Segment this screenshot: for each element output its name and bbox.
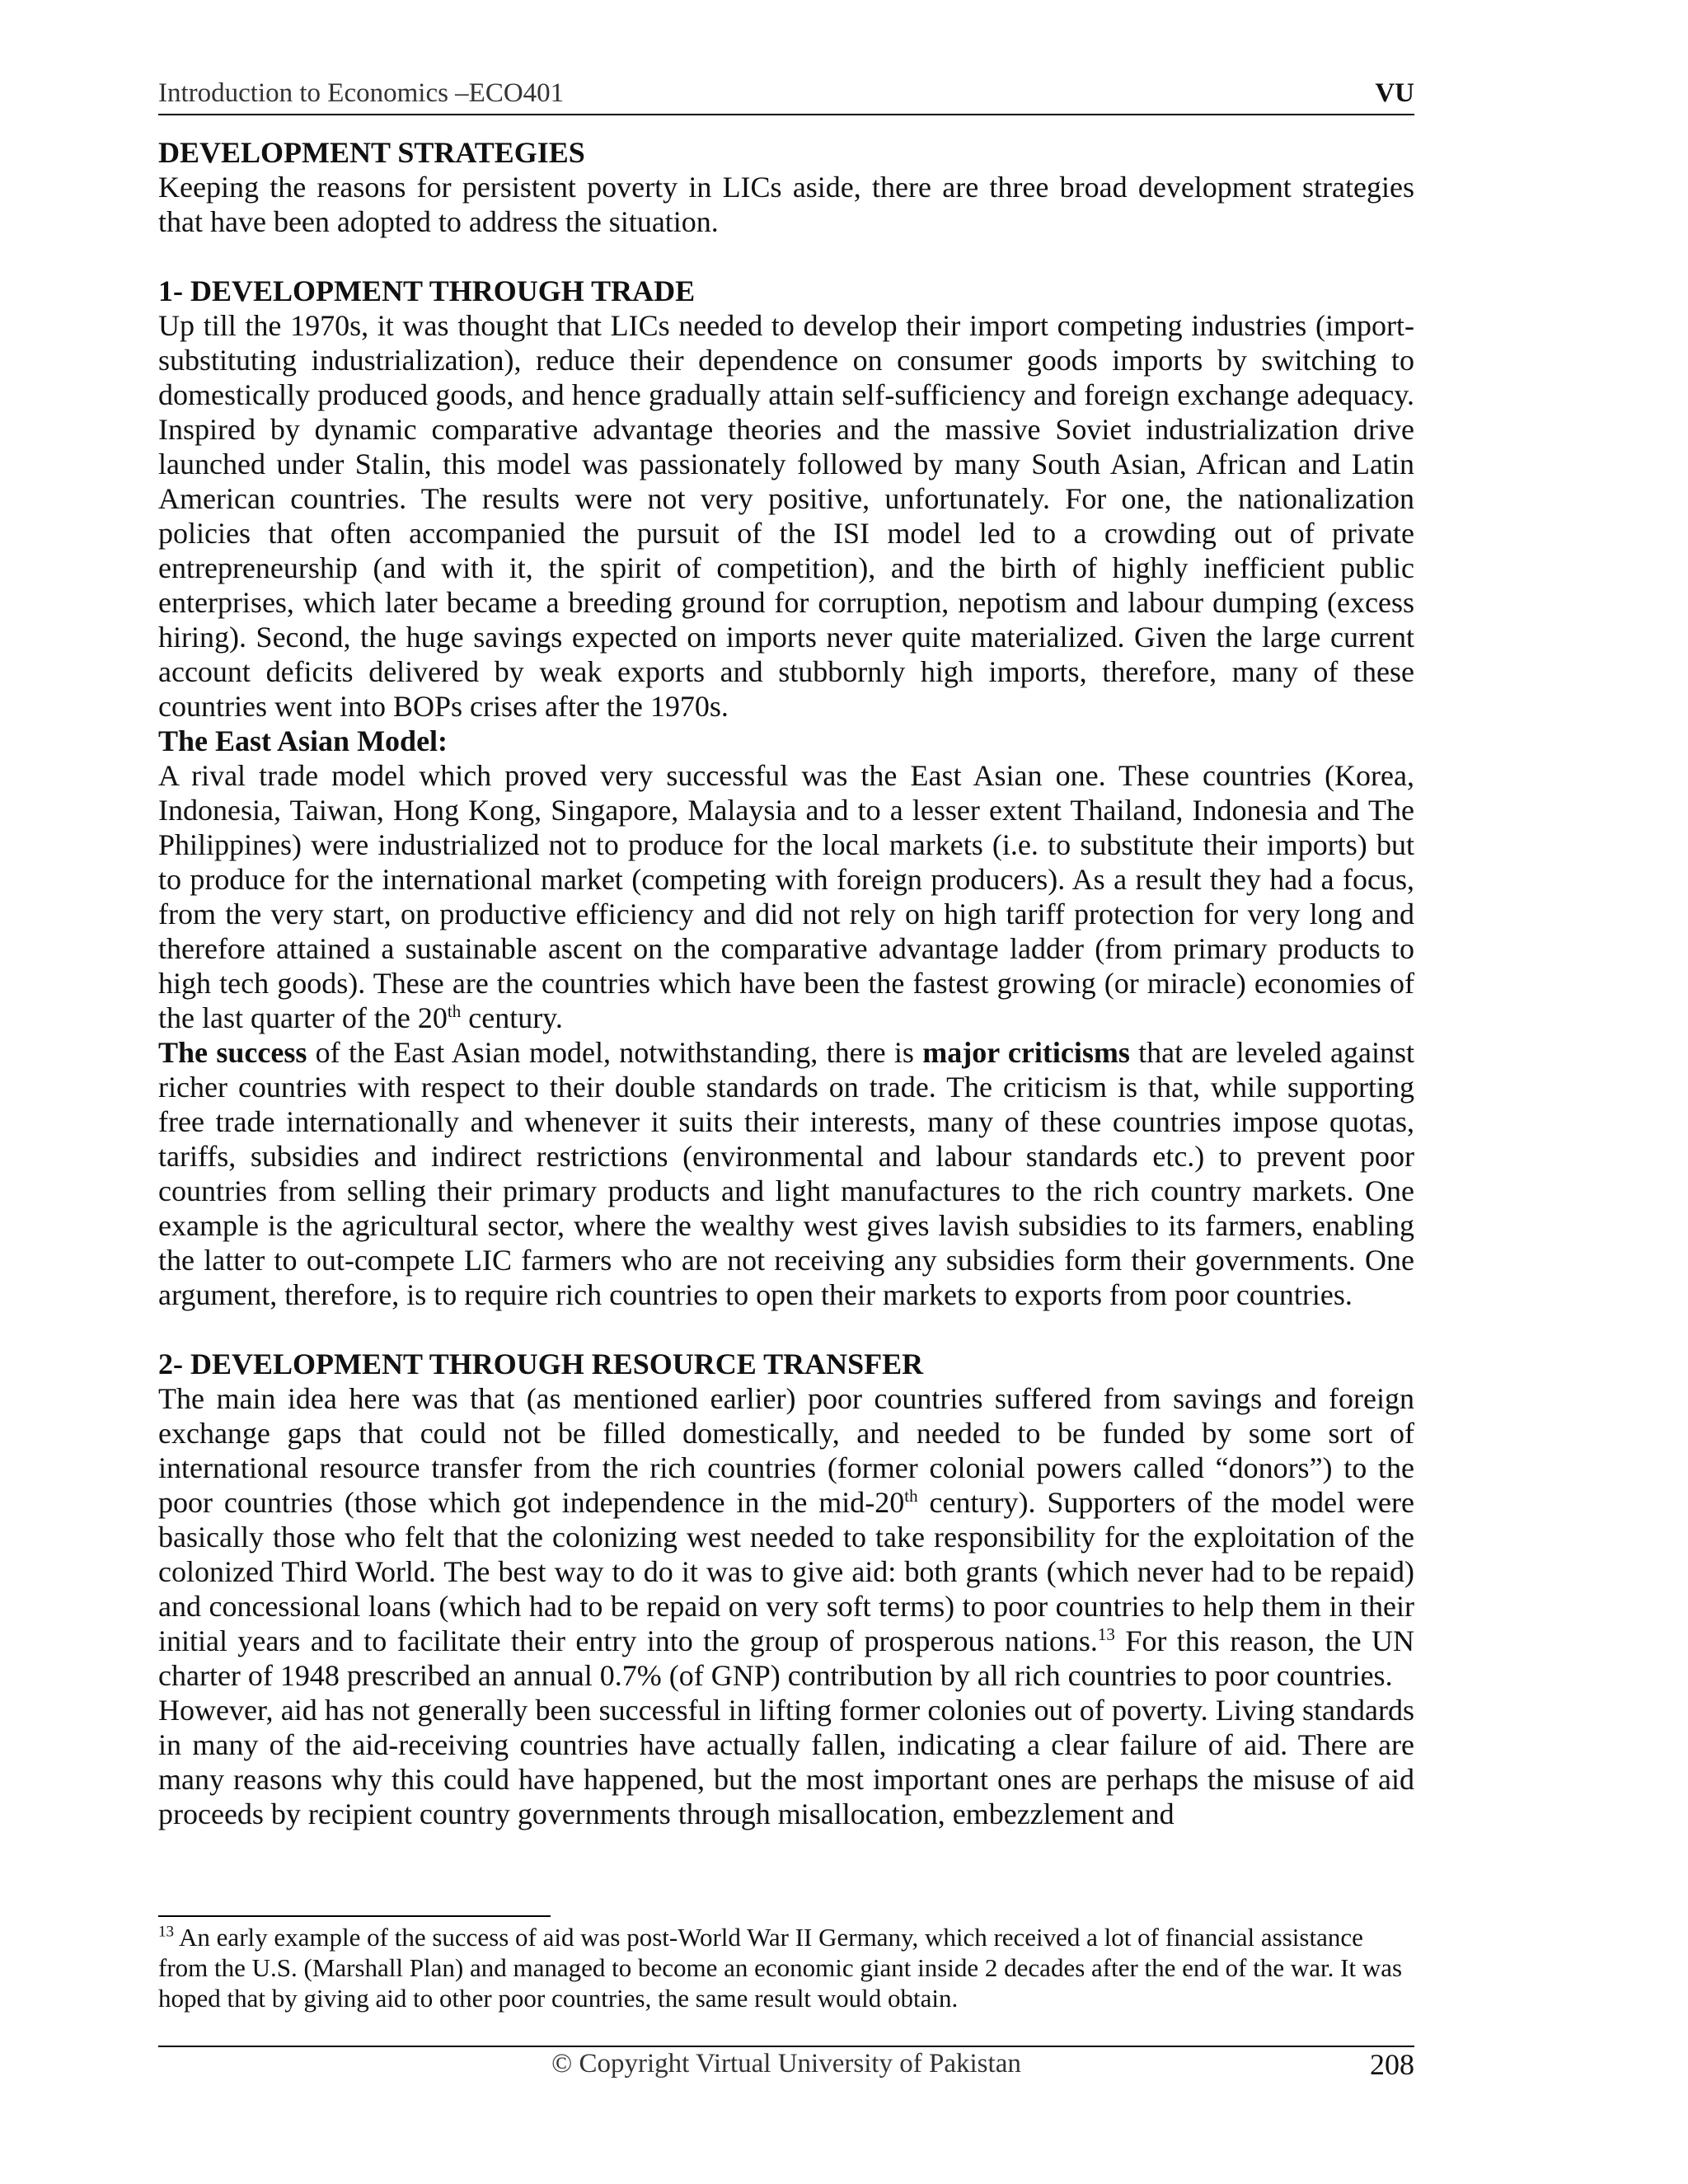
criticism-paragraph: [158, 1035, 1414, 1312]
aid-failure-paragraph: However, aid has not generally been successful in lifting former colonies out of poverty. Living standards in many of the aid-receiving countries have actually fallen, indicating a clear failure of aid. There are many reasons why this could have happened, but the most important ones are perhaps the misuse of aid proceeds by recipient country governments through misallocation, embezzlement and: [158, 1694, 1414, 1830]
paragraph-gap: [158, 1312, 1414, 1347]
east-asian-text-end: century.: [461, 1001, 563, 1034]
trade-heading: 1- DEVELOPMENT THROUGH TRADE: [158, 274, 696, 307]
footnote-reference[interactable]: 13: [1097, 1624, 1115, 1644]
resource-text-a: The main idea here was that (as mentioned earlier) poor countries suffered from savings and foreign exchange gaps that could not be filled domestically, and needed to be funded by some sort of international resource transfer from the rich countries (former colonial powers called “donors”) to the poor countries (those which got independence in the mid-20: [158, 1382, 1414, 1519]
bold-phrase-criticisms: major criticisms: [922, 1036, 1130, 1069]
course-title: Introduction to Economics –ECO401: [158, 78, 565, 108]
resource-text-c: For this reason, the UN charter of 1948 prescribed an annual 0.7% (of GNP) contribution by all rich countries to poor countries.: [158, 1624, 1415, 1692]
intro-paragraph: Keeping the reasons for persistent poverty in LICs aside, there are three broad development strategies that have been adopted to address the situation.: [158, 171, 1414, 238]
page-header: [158, 76, 1414, 115]
ordinal-suffix: th: [447, 1001, 462, 1021]
copyright-notice: © Copyright Virtual University of Pakistan: [551, 2049, 1021, 2079]
east-asian-text: A rival trade model which proved very successful was the East Asian one. These countries (Korea, Indonesia, Taiwan, Hong Kong, Singapore, Malaysia and to a lesser extent Thailand, Indonesia and The Philippines) were industrialized not to produce for the local markets (i.e. to substitute their imports) but to produce for the international market (competing with foreign producers). As a result they had a focus, from the very start, on productive efficiency and did not rely on high tariff protection for very long and therefore attained a sustainable ascent on the comparative advantage ladder (from primary products to high tech goods). These are the countries which have been the fastest growing (or miracle) economies of the last quarter of the 20: [158, 759, 1414, 1034]
criticism-text-1: of the East Asian model, notwithstanding, there is: [307, 1036, 923, 1069]
footnote: [158, 1922, 1414, 2013]
footer-divider: [158, 2046, 1414, 2047]
vu-logo-text: VU: [1375, 78, 1414, 108]
trade-paragraph: Up till the 1970s, it was thought that LICs needed to develop their import competing industries (import-substituting industrialization), reduce their dependence on consumer goods imports by switching to domestically produced goods, and hence gradually attain self-sufficiency and foreign exchange adequacy. Inspired by dynamic comparative advantage theories and the massive Soviet industrialization drive launched under Stalin, this model was passionately followed by many South Asian, African and Latin American countries. The results were not very positive, unfortunately. For one, the nationalization policies that often accompanied the pursuit of the ISI model led to a crowding out of private entrepreneurship (and with it, the spirit of competition), and the birth of highly inefficient public enterprises, which later became a breeding ground for corruption, nepotism and labour dumping (excess hiring). Second, the huge savings expected on imports never quite materialized. Given the large current account deficits delivered by weak exports and stubbornly high imports, therefore, many of these countries went into BOPs crises after the 1970s.: [158, 309, 1414, 723]
main-content: [158, 135, 1414, 1831]
page-number: 208: [1370, 2048, 1414, 2081]
footnote-text: An early example of the success of aid was post-World War II Germany, which received a lot of financial assistance from the U.S. (Marshall Plan) and managed to become an economic giant inside 2 decades after the end of the war. It was hoped that by giving aid to other poor countries, the same result would obtain.: [158, 1923, 1403, 2013]
ordinal-suffix: th: [904, 1486, 918, 1506]
east-asian-subheading: The East Asian Model:: [158, 724, 448, 757]
criticism-text-2: that are leveled against richer countries with respect to their double standards on trade. The criticism is that, while supporting free trade internationally and whenever it suits their interests, many of these countries impose quotas, tariffs, subsidies and indirect restrictions (environmental and labour standards etc.) to prevent poor countries from selling their primary products and light manufactures to the rich country markets. One example is the agricultural sector, where the wealthy west gives lavish subsidies to its farmers, enabling the latter to out-compete LIC farmers who are not receiving any subsidies form their governments. One argument, therefore, is to require rich countries to open their markets to exports from poor countries.: [158, 1036, 1415, 1311]
bold-phrase-success: The success: [158, 1036, 307, 1069]
resource-text-b: century). Supporters of the model were basically those who felt that the colonizing west needed to take responsibility for the exploitation of the colonized Third World. The best way to do it was to give aid: both grants (which never had to be repaid) and concessional loans (which had to be repaid on very soft terms) to poor countries to help them in their initial years and to facilitate their entry into the group of prosperous nations.: [158, 1486, 1414, 1657]
section-title: DEVELOPMENT STRATEGIES: [158, 136, 585, 169]
paragraph-gap: [158, 239, 1414, 274]
footnote-number: 13: [158, 1923, 174, 1941]
resource-transfer-heading: 2- DEVELOPMENT THROUGH RESOURCE TRANSFER: [158, 1347, 924, 1380]
footnote-divider: [158, 1915, 551, 1917]
resource-transfer-paragraph: [158, 1381, 1414, 1693]
east-asian-paragraph: [158, 758, 1414, 1035]
